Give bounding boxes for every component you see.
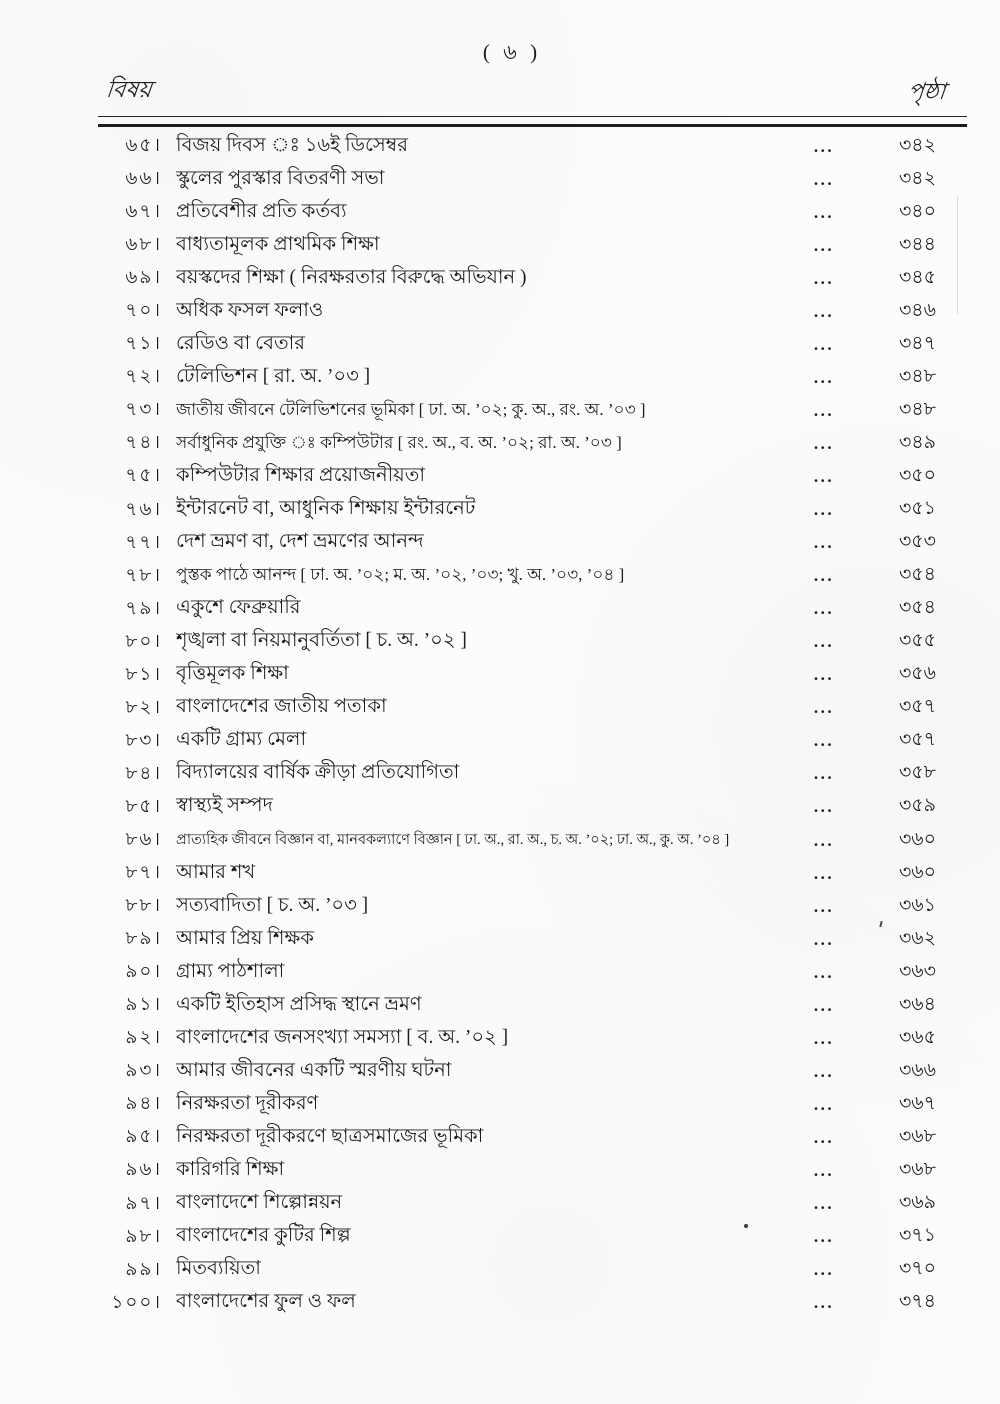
toc-row — [0, 494, 1000, 527]
leader-dots: ... — [813, 301, 835, 321]
toc-row — [0, 824, 1000, 857]
entry-serial: ৯৭। — [125, 1193, 162, 1214]
entry-title: মিতব্যয়িতা — [176, 1258, 261, 1280]
entry-title: অধিক ফসল ফলাও — [176, 299, 324, 321]
entry-title: গ্রাম্য পাঠশালা — [176, 960, 285, 982]
entry-page: ৩৫০ — [898, 464, 936, 486]
leader-dots: ... — [813, 433, 835, 453]
entry-title: নিরক্ষরতা দূরীকরণ — [176, 1092, 319, 1114]
entry-page: ৩৫৬ — [898, 663, 936, 685]
toc-row — [0, 758, 1000, 791]
entry-title: শৃঙ্খলা বা নিয়মানুবর্তিতা [ চ. অ. ’০২ ] — [176, 630, 467, 652]
entry-serial: ৭৩। — [125, 400, 162, 421]
leader-dots: ... — [813, 169, 835, 189]
entry-title: পুস্তক পাঠে আনন্দ [ ঢা. অ. ’০২; ম. অ. ’০২, ’০৩; খু. অ. ’০৩, ’০৪ ] — [176, 565, 625, 585]
entry-serial: ৮২। — [125, 697, 162, 718]
entry-serial: ৯৬। — [125, 1160, 162, 1181]
entry-serial: ৭৪। — [125, 433, 162, 454]
entry-serial: ৯৮। — [125, 1226, 162, 1247]
entry-page: ৩৪৫ — [898, 266, 936, 288]
entry-title: সর্বাধুনিক প্রযুক্তি ঃ কম্পিউটার [ রং. অ., ব. অ. ’০২; রা. অ. ’০৩ ] — [176, 432, 622, 452]
toc-row — [0, 394, 1000, 427]
leader-dots: ... — [813, 566, 835, 586]
leader-dots: ... — [813, 466, 835, 486]
leader-dots: ... — [813, 334, 835, 354]
entry-page: ৩৫৯ — [898, 795, 936, 817]
entry-serial: ৬৮। — [125, 235, 162, 256]
entry-serial: ৮৮। — [125, 896, 162, 917]
entry-page: ৩৬৩ — [898, 960, 936, 982]
toc-row — [0, 1254, 1000, 1287]
leader-dots: ... — [813, 1227, 835, 1247]
leader-dots: ... — [813, 136, 835, 156]
entry-page: ৩৬১ — [898, 894, 936, 916]
entry-title: টেলিভিশন [ রা. অ. ’০৩ ] — [176, 365, 371, 387]
toc-row — [0, 130, 1000, 163]
entry-page: ৩৬৪ — [898, 993, 936, 1015]
toc-row — [0, 626, 1000, 659]
leader-dots: ... — [813, 268, 835, 288]
leader-dots: ... — [813, 962, 835, 982]
entry-title: একটি গ্রাম্য মেলা — [176, 729, 307, 751]
entry-title: একুশে ফেব্রুয়ারি — [176, 597, 301, 619]
toc-row — [0, 328, 1000, 361]
entry-page: ৩৬৬ — [898, 1059, 936, 1081]
entry-serial: ৯১। — [125, 995, 162, 1016]
toc-row — [0, 361, 1000, 394]
leader-dots: ... — [813, 1061, 835, 1081]
entry-title: বাংলাদেশের ফুল ও ফল — [176, 1291, 356, 1313]
entry-page: ৩৫১ — [898, 498, 936, 520]
entry-serial: ৭৮। — [125, 565, 162, 586]
entry-serial: ৬৭। — [125, 202, 162, 223]
entry-title: বৃত্তিমূলক শিক্ষা — [176, 663, 289, 685]
entry-page: ৩৪৯ — [898, 431, 936, 453]
entry-serial: ১০০। — [111, 1292, 162, 1313]
entry-title: জাতীয় জীবনে টেলিভিশনের ভূমিকা [ ঢা. অ. ’০২; কু. অ., রং. অ. ’০৩ ] — [176, 399, 646, 419]
entry-title: রেডিও বা বেতার — [176, 332, 305, 354]
toc-row — [0, 229, 1000, 262]
toc-row — [0, 725, 1000, 758]
scan-artifact — [744, 1224, 748, 1228]
leader-dots: ... — [813, 1194, 835, 1214]
entry-title: স্কুলের পুরস্কার বিতরণী সভা — [176, 167, 385, 189]
toc-row — [0, 262, 1000, 295]
entry-serial: ৭৯। — [125, 598, 162, 619]
entry-title: বাংলাদেশের কুটির শিল্প — [176, 1225, 351, 1247]
entry-serial: ৯৪। — [125, 1094, 162, 1115]
leader-dots: ... — [813, 1293, 835, 1313]
entry-page: ৩৫৭ — [898, 696, 936, 718]
entry-serial: ৭০। — [125, 301, 162, 322]
entry-title: বাংলাদেশে শিল্পোন্নয়ন — [176, 1192, 343, 1214]
entry-page: ৩৬৯ — [898, 1192, 936, 1214]
entry-page: ৩৫৫ — [898, 630, 936, 652]
leader-dots: ... — [813, 1028, 835, 1048]
leader-dots: ... — [813, 1260, 835, 1280]
entry-page: ৩৬৮ — [898, 1125, 936, 1147]
entry-page: ৩৪৪ — [898, 233, 936, 255]
entry-page: ৩৬০ — [898, 828, 936, 850]
entry-serial: ৮৪। — [125, 763, 162, 784]
toc-row — [0, 196, 1000, 229]
entry-serial: ৯৫। — [125, 1127, 162, 1148]
leader-dots: ... — [813, 698, 835, 718]
entry-serial: ৬৯। — [125, 268, 162, 289]
toc-row — [0, 1055, 1000, 1088]
leader-dots: ... — [813, 929, 835, 949]
entry-page: ৩৬০ — [898, 861, 936, 883]
entry-title: দেশ ভ্রমণ বা, দেশ ভ্রমণের আনন্দ — [176, 531, 424, 553]
entry-page: ৩৭৪ — [898, 1291, 936, 1313]
leader-dots: ... — [813, 830, 835, 850]
leader-dots: ... — [813, 400, 835, 420]
leader-dots: ... — [813, 500, 835, 520]
entry-page: ৩৬৭ — [898, 1092, 936, 1114]
scan-artifact — [957, 196, 958, 314]
entry-title: কারিগরি শিক্ষা — [176, 1158, 285, 1180]
entry-serial: ৮৫। — [125, 796, 162, 817]
entry-title: স্বাস্থ্যই সম্পদ — [176, 795, 273, 817]
toc-row — [0, 1221, 1000, 1254]
toc-row — [0, 857, 1000, 890]
entry-serial: ৯২। — [125, 1028, 162, 1049]
folio-page-number: ( ৬ ) — [482, 40, 542, 64]
leader-dots: ... — [813, 863, 835, 883]
toc-row — [0, 460, 1000, 493]
toc-row — [0, 1154, 1000, 1187]
toc-row — [0, 956, 1000, 989]
entry-serial: ৭১। — [125, 334, 162, 355]
toc-row — [0, 989, 1000, 1022]
entry-page: ৩৪০ — [898, 200, 936, 222]
entry-page: ৩৪২ — [898, 167, 936, 189]
toc-row — [0, 1088, 1000, 1121]
entry-page: ৩৭১ — [898, 1225, 936, 1247]
entry-serial: ৮৭। — [125, 863, 162, 884]
leader-dots: ... — [813, 533, 835, 553]
entry-serial: ৬৫। — [125, 136, 162, 157]
entry-page: ৩৬২ — [898, 927, 936, 949]
column-header-page: পৃষ্ঠা — [906, 79, 947, 104]
leader-dots: ... — [813, 764, 835, 784]
leader-dots: ... — [813, 202, 835, 222]
entry-title: আমার শখ — [176, 861, 256, 883]
toc-row — [0, 692, 1000, 725]
leader-dots: ... — [813, 367, 835, 387]
entry-title: কম্পিউটার শিক্ষার প্রয়োজনীয়তা — [176, 464, 426, 486]
toc-list — [0, 130, 1000, 1320]
leader-dots: ... — [813, 235, 835, 255]
toc-column-headers — [98, 76, 967, 118]
entry-title: আমার জীবনের একটি স্মরণীয় ঘটনা — [176, 1059, 452, 1081]
leader-dots: ... — [813, 632, 835, 652]
entry-page: ৩৬৮ — [898, 1158, 936, 1180]
toc-row — [0, 890, 1000, 923]
toc-row — [0, 427, 1000, 460]
entry-page: ৩৪২ — [898, 134, 936, 156]
leader-dots: ... — [813, 1094, 835, 1114]
entry-title: সত্যবাদিতা [ চ. অ. ’০৩ ] — [176, 894, 369, 916]
leader-dots: ... — [813, 599, 835, 619]
entry-title: বাংলাদেশের জনসংখ্যা সমস্যা [ ব. অ. ’০২ ] — [176, 1026, 509, 1048]
entry-title: নিরক্ষরতা দূরীকরণে ছাত্রসমাজের ভূমিকা — [176, 1125, 484, 1147]
entry-page: ৩৫৪ — [898, 597, 936, 619]
entry-serial: ৭৭। — [125, 532, 162, 553]
entry-title: বাংলাদেশের জাতীয় পতাকা — [176, 696, 387, 718]
entry-title: বয়স্কদের শিক্ষা ( নিরক্ষরতার বিরুদ্ধে অভিযান ) — [176, 266, 527, 288]
entry-serial: ৯৯। — [125, 1259, 162, 1280]
entry-title: একটি ইতিহাস প্রসিদ্ধ স্থানে ভ্রমণ — [176, 993, 422, 1015]
toc-row — [0, 593, 1000, 626]
entry-page: ৩৬৫ — [898, 1026, 936, 1048]
leader-dots: ... — [813, 731, 835, 751]
toc-row — [0, 1188, 1000, 1221]
entry-page: ৩৪৮ — [898, 398, 936, 420]
leader-dots: ... — [813, 665, 835, 685]
toc-row — [0, 791, 1000, 824]
leader-dots: ... — [813, 1160, 835, 1180]
entry-title: প্রতিবেশীর প্রতি কর্তব্য — [176, 200, 347, 222]
entry-title: ইন্টারনেট বা, আধুনিক শিক্ষায় ইন্টারনেট — [176, 498, 476, 520]
entry-serial: ৮০। — [125, 631, 162, 652]
leader-dots: ... — [813, 995, 835, 1015]
toc-row — [0, 163, 1000, 196]
entry-serial: ৮১। — [125, 664, 162, 685]
toc-row — [0, 1287, 1000, 1320]
entry-page: ৩৫৮ — [898, 762, 936, 784]
entry-serial: ৯৩। — [125, 1061, 162, 1082]
entry-page: ৩৫৪ — [898, 564, 936, 586]
toc-row — [0, 527, 1000, 560]
entry-serial: ৭৬। — [125, 499, 162, 520]
toc-row — [0, 560, 1000, 593]
leader-dots: ... — [813, 797, 835, 817]
entry-page: ৩৭০ — [898, 1258, 936, 1280]
entry-title: প্রাত্যহিক জীবনে বিজ্ঞান বা, মানবকল্যাণে বিজ্ঞান [ ঢা. অ., রা. অ., চ. অ. ’০২; ঢা. অ., কু. অ. ’০৪ ] — [176, 831, 730, 848]
entry-serial: ৯০। — [125, 962, 162, 983]
entry-serial: ৬৬। — [125, 169, 162, 190]
entry-title: বাধ্যতামূলক প্রাথমিক শিক্ষা — [176, 233, 380, 255]
leader-dots: ... — [813, 1127, 835, 1147]
entry-page: ৩৪৭ — [898, 332, 936, 354]
toc-row — [0, 1022, 1000, 1055]
entry-page: ৩৪৮ — [898, 365, 936, 387]
entry-serial: ৮৯। — [125, 929, 162, 950]
column-header-subject: বিষয় — [104, 77, 154, 102]
leader-dots: ... — [813, 896, 835, 916]
entry-serial: ৭৫। — [125, 466, 162, 487]
toc-row — [0, 923, 1000, 956]
entry-serial: ৭২। — [125, 367, 162, 388]
header-double-rule — [98, 116, 967, 127]
toc-row — [0, 295, 1000, 328]
entry-title: বিজয় দিবস ঃ ১৬ই ডিসেম্বর — [176, 134, 408, 156]
entry-title: বিদ্যালয়ের বার্ষিক ক্রীড়া প্রতিযোগিতা — [176, 762, 460, 784]
entry-page: ৩৫৩ — [898, 531, 936, 553]
entry-serial: ৮৬। — [125, 830, 162, 850]
entry-page: ৩৪৬ — [898, 299, 936, 321]
toc-row — [0, 1121, 1000, 1154]
entry-page: ৩৫৭ — [898, 729, 936, 751]
entry-serial: ৮৩। — [125, 730, 162, 751]
entry-title: আমার প্রিয় শিক্ষক — [176, 927, 314, 949]
toc-row — [0, 659, 1000, 692]
